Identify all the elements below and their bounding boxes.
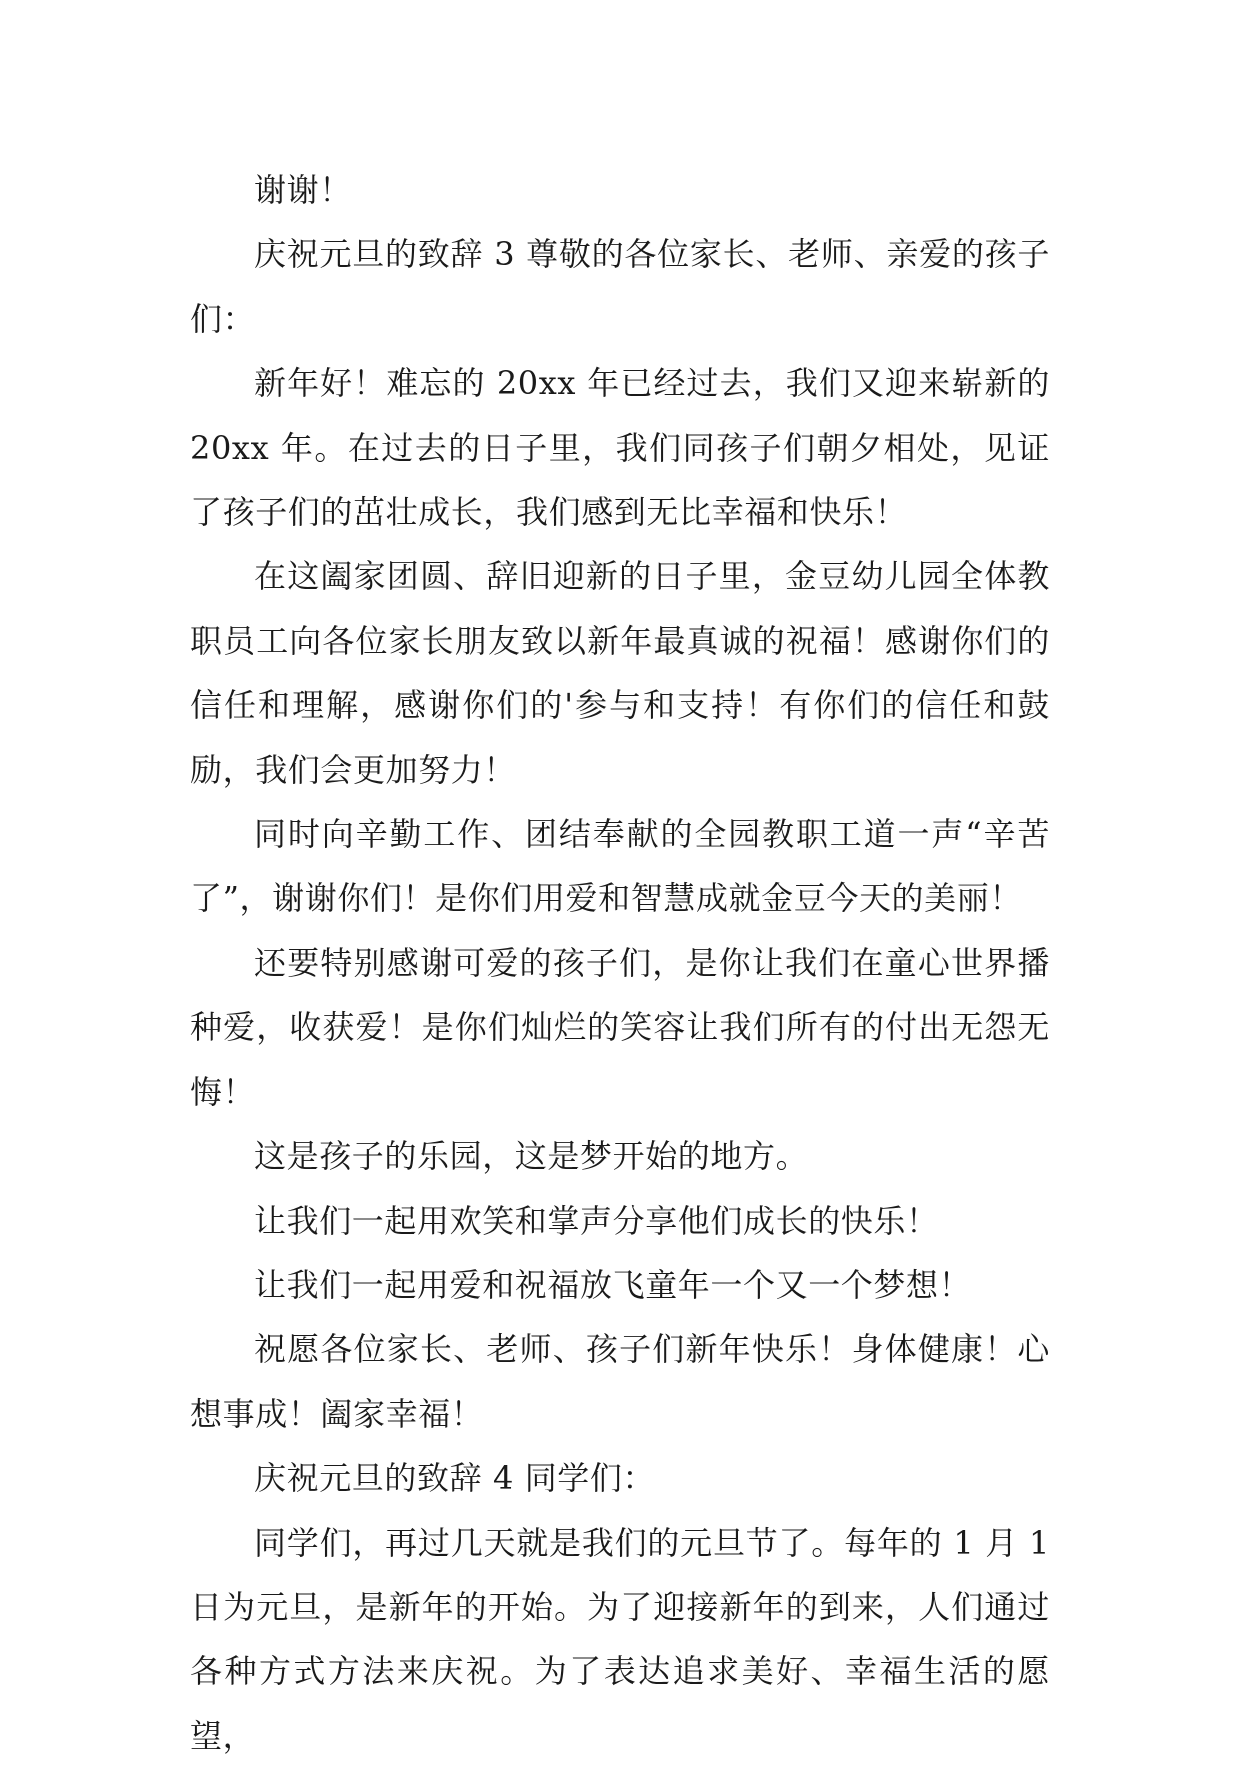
document-body — [190, 158, 1050, 1768]
paragraph-staff-thanks: 同时向辛勤工作、团结奉献的全园教职工道一声“辛苦了”，谢谢你们！是你们用爱和智慧成就金豆今天的美丽！ — [190, 815, 1050, 918]
paragraph-speech-3-greeting: 庆祝元旦的致辞 3 尊敬的各位家长、老师、亲爱的孩子们： — [190, 235, 1050, 338]
paragraph-paradise: 这是孩子的乐园，这是梦开始的地方。 — [254, 1137, 809, 1176]
paragraph-children-thanks: 还要特别感谢可爱的孩子们，是你让我们在童心世界播种爱，收获爱！是你们灿烂的笑容让我们所有的付出无怨无悔！ — [190, 943, 1050, 1111]
paragraph-speech-4-greeting: 庆祝元旦的致辞 4 同学们： — [254, 1459, 656, 1498]
paragraph-new-year: 新年好！难忘的 20xx 年已经过去，我们又迎来崭新的 20xx 年。在过去的日子里，我们同孩子们朝夕相处，见证了孩子们的茁壮成长，我们感到无比幸福和快乐！ — [190, 364, 1050, 532]
paragraph-new-year-day: 同学们，再过几天就是我们的元旦节了。每年的 1 月 1 日为元旦，是新年的开始。为了迎接新年的到来，人们通过各种方式方法来庆祝。为了表达追求美好、幸福生活的愿望， — [190, 1523, 1050, 1755]
paragraph-dreams: 让我们一起用爱和祝福放飞童年一个又一个梦想！ — [254, 1265, 972, 1304]
paragraph-blessing: 在这阖家团圆、辞旧迎新的日子里，金豆幼儿园全体教职员工向各位家长朋友致以新年最真诚的祝福！感谢你们的信任和理解，感谢你们的'参与和支持！有你们的信任和鼓励，我们会更加努力！ — [190, 557, 1050, 789]
paragraph-wishes: 祝愿各位家长、老师、孩子们新年快乐！身体健康！心想事成！阖家幸福！ — [190, 1330, 1050, 1433]
paragraph-thanks: 谢谢！ — [254, 171, 352, 209]
paragraph-laughter: 让我们一起用欢笑和掌声分享他们成长的快乐！ — [254, 1201, 939, 1240]
